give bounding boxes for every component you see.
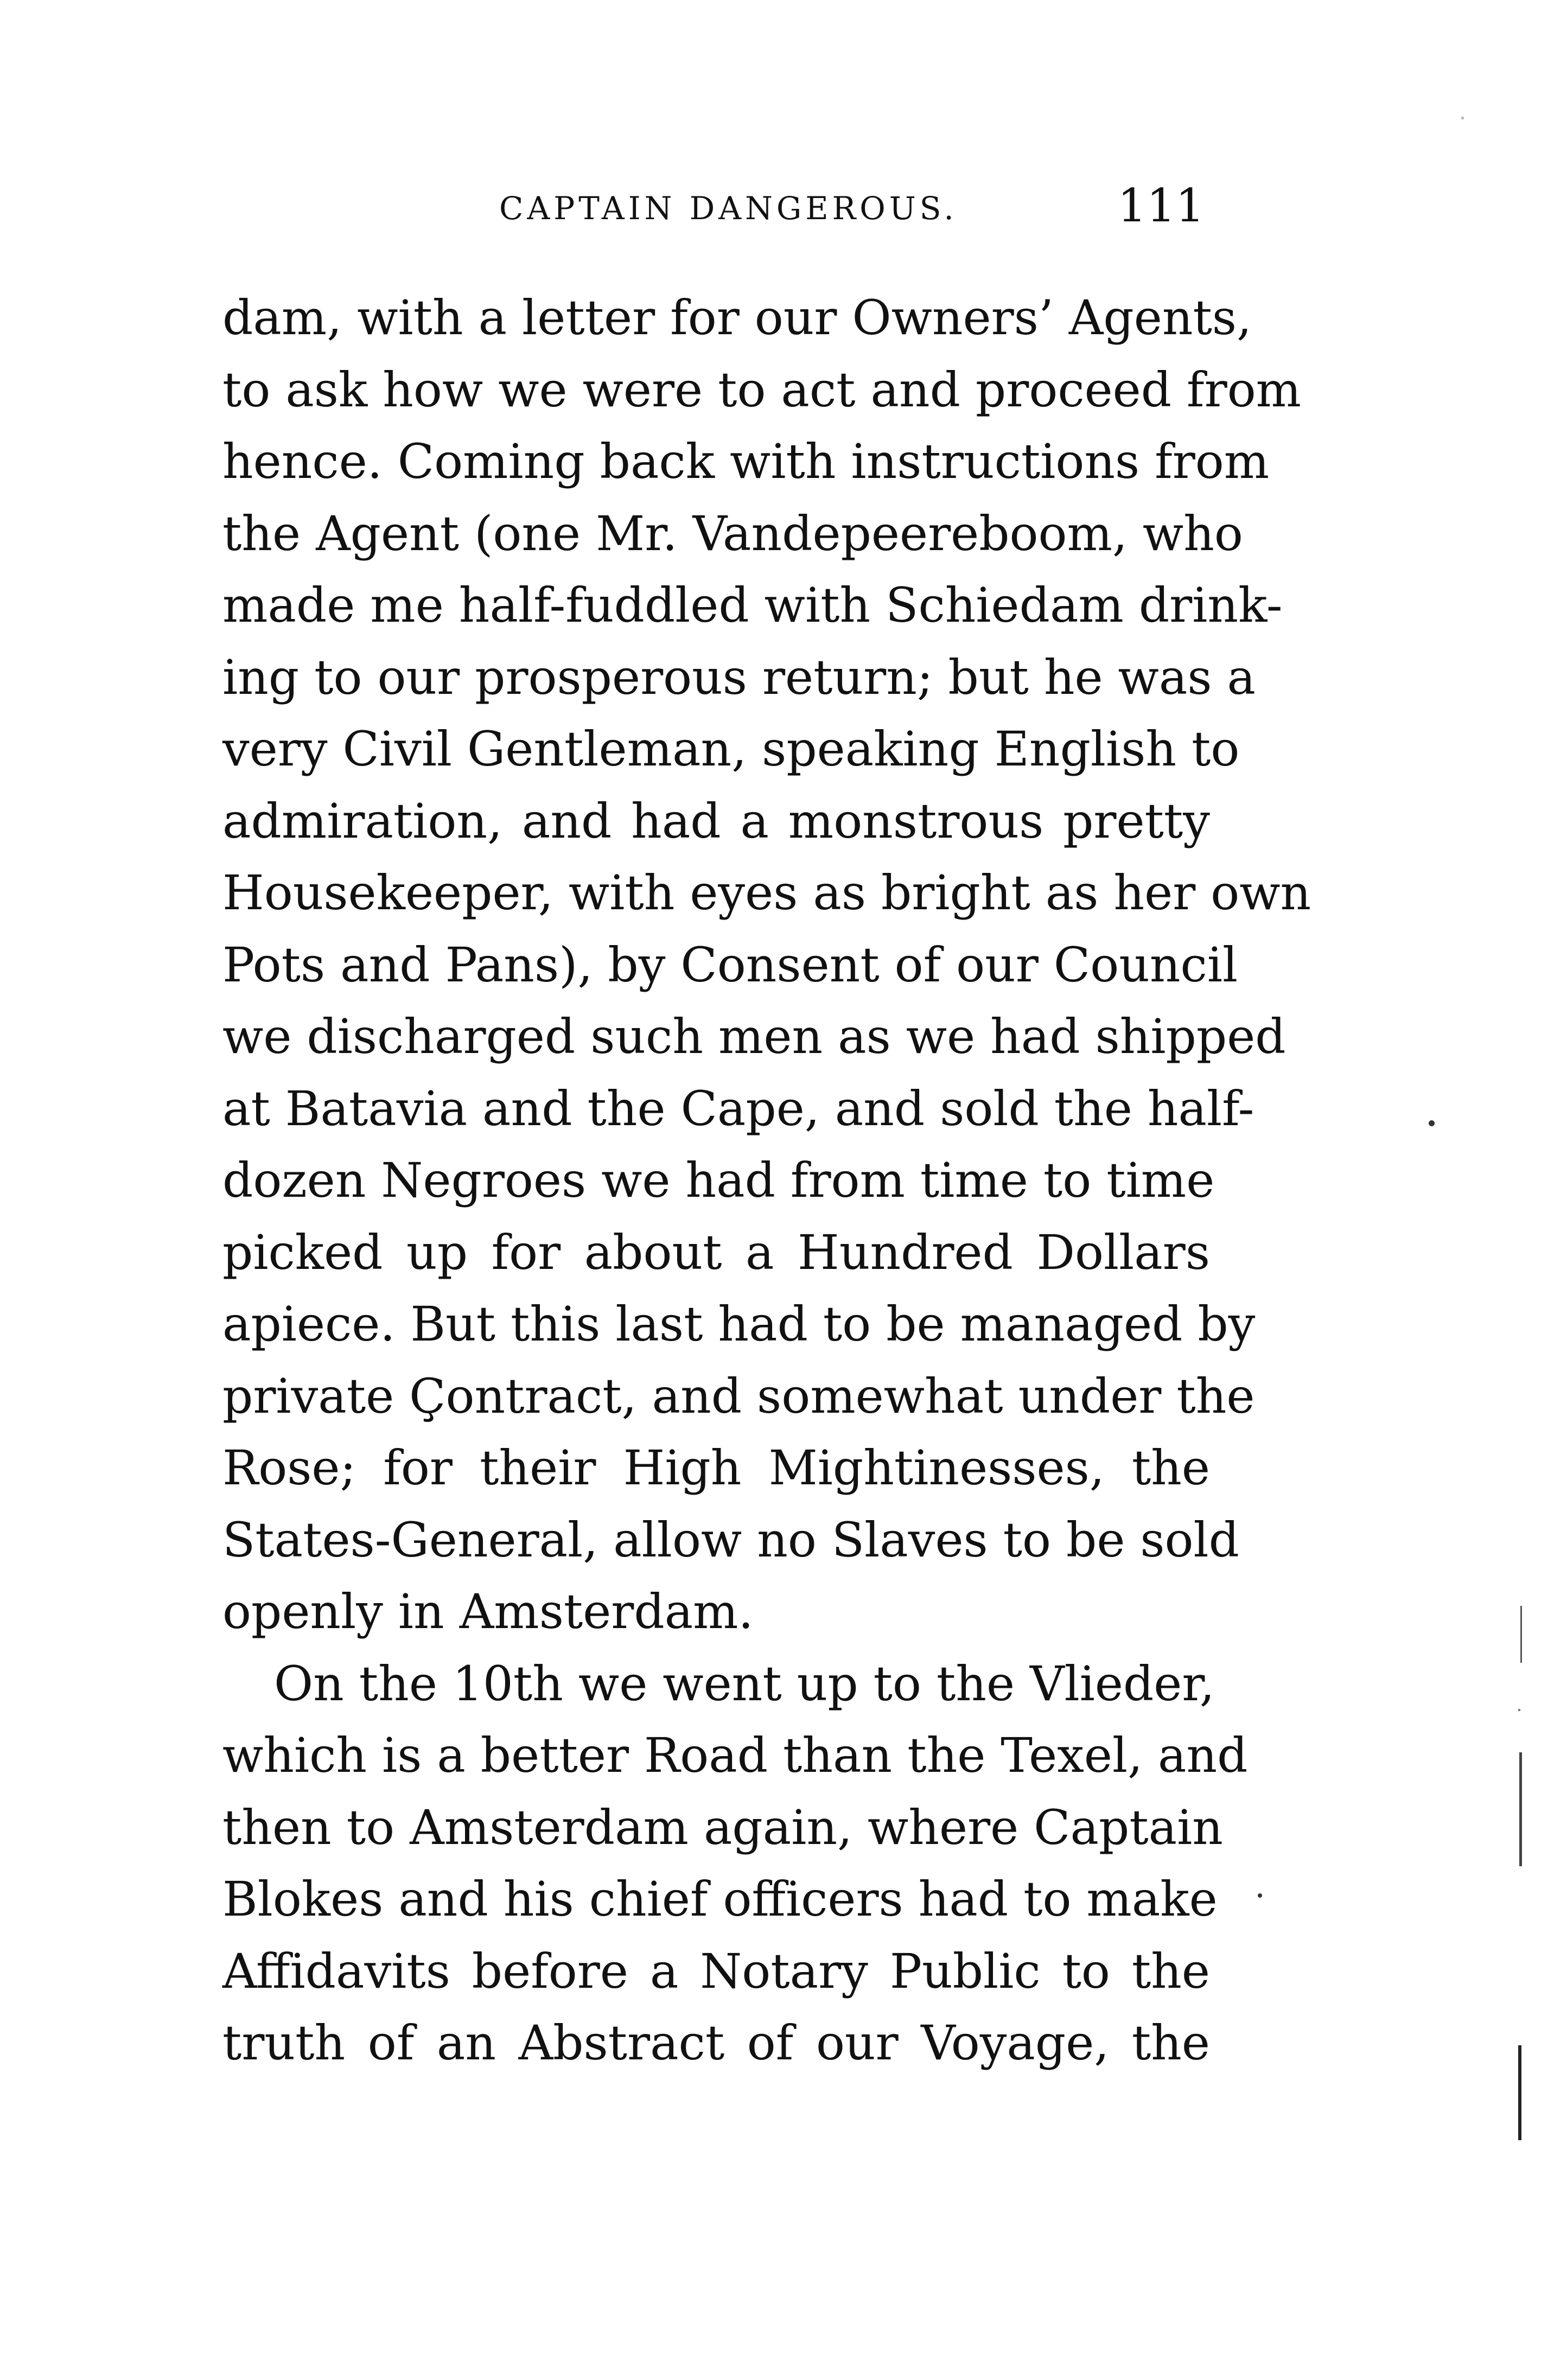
text-line: very Civil Gentleman, speaking English to: [222, 721, 1240, 777]
text-line: the Agent (one Mr. Vandepeereboom, who: [222, 505, 1243, 561]
text-line: Rose; for their High Mightinesses, the: [222, 1440, 1210, 1496]
text-line: private Çontract, and somewhat under the: [222, 1368, 1255, 1424]
page-number: 111: [1117, 179, 1205, 232]
text-line: Affidavits before a Notary Public to the: [222, 1943, 1210, 1999]
scan-speck: [1518, 1709, 1520, 1711]
text-line: Housekeeper, with eyes as bright as her own: [222, 865, 1311, 921]
text-line: dam, with a letter for our Owners’ Agents,: [222, 290, 1252, 346]
text-line: picked up for about a Hundred Dollars: [222, 1224, 1210, 1280]
running-head: [222, 179, 1210, 239]
running-title: CAPTAIN DANGEROUS.: [499, 190, 958, 227]
text-line: openly in Amsterdam.: [222, 1584, 754, 1639]
text-line: we discharged such men as we had shipped: [222, 1009, 1286, 1064]
text-line: dozen Negroes we had from time to time: [222, 1152, 1215, 1208]
text-line: apiece. But this last had to be managed by: [222, 1296, 1256, 1352]
text-line: admiration, and had a monstrous pretty: [222, 793, 1210, 849]
body-text: [222, 282, 1311, 2079]
text-line: ing to our prosperous return; but he was a: [222, 649, 1256, 705]
text-line: at Batavia and the Cape, and sold the half-: [222, 1080, 1254, 1137]
text-line: Blokes and his chief officers had to make: [222, 1871, 1218, 1927]
text-line: made me half-fuddled with Schiedam drink-: [222, 577, 1283, 633]
text-line: States-General, allow no Slaves to be sold: [222, 1511, 1239, 1568]
scan-edge-mark: [1519, 1752, 1522, 1866]
scan-speck: [1461, 117, 1464, 119]
scan-edge-mark: [1518, 2045, 1521, 2140]
text-line: which is a better Road than the Texel, and: [222, 1727, 1248, 1783]
text-line: hence. Coming back with instructions from: [222, 433, 1270, 489]
scan-edge-mark: [1520, 1606, 1522, 1663]
text-line: Pots and Pans), by Consent of our Council: [222, 936, 1238, 993]
text-line: On the 10th we went up to the Vlieder,: [274, 1655, 1215, 1712]
text-line: then to Amsterdam again, where Captain: [222, 1799, 1223, 1855]
scan-speck: [1429, 1120, 1435, 1126]
scan-speck: [1258, 1893, 1262, 1898]
text-line: to ask how we were to act and proceed from: [222, 361, 1302, 418]
text-line: truth of an Abstract of our Voyage, the: [222, 2015, 1210, 2071]
